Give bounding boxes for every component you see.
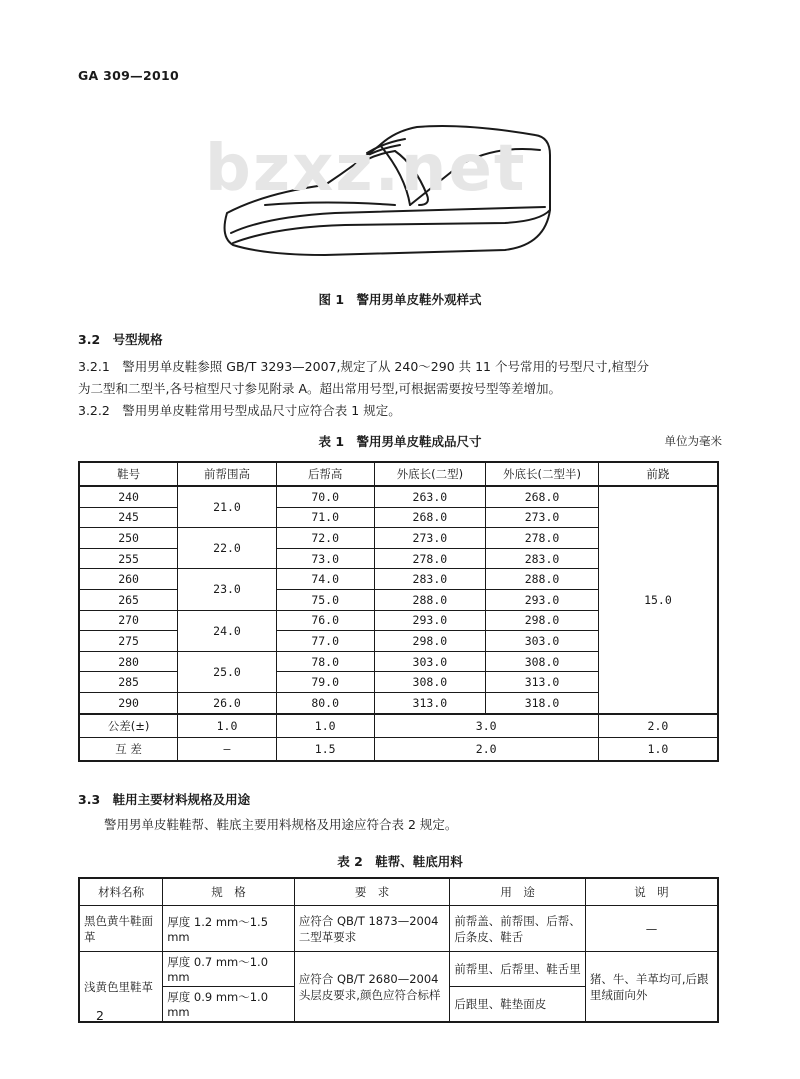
- cell-sole-length-2: 308.0: [374, 672, 486, 693]
- table1-header: 前跷: [598, 462, 718, 486]
- page-number: 2: [96, 1008, 104, 1023]
- material-name: 黑色黄牛鞋面革: [79, 906, 163, 952]
- mutual-difference-row: [79, 737, 718, 761]
- material-note: —: [585, 906, 718, 952]
- figure-caption: 图 1 警用男单皮鞋外观样式: [318, 292, 482, 307]
- tolerance-heel-height: 1.0: [276, 714, 374, 738]
- cell-size: 270: [79, 610, 178, 631]
- cell-size: 285: [79, 672, 178, 693]
- cell-vamp-height: 25.0: [178, 651, 277, 692]
- cell-toe-spring: 15.0: [598, 486, 718, 714]
- tolerance-row: [79, 714, 718, 738]
- material-use: 前帮盖、前帮围、后帮、后条皮、鞋舌: [450, 906, 586, 952]
- cell-heel-height: 76.0: [276, 610, 374, 631]
- material-requirement: 应符合 QB/T 1873—2004 二型革要求: [294, 906, 450, 952]
- cell-sole-length-2-5: 313.0: [486, 672, 599, 693]
- cell-size: 265: [79, 589, 178, 610]
- mutual-difference-label: 互 差: [79, 737, 178, 761]
- cell-sole-length-2-5: 308.0: [486, 651, 599, 672]
- cell-size: 275: [79, 631, 178, 652]
- clause-3-2-1-line1: 3.2.1 警用男单皮鞋参照 GB/T 3293—2007,规定了从 240～290 共 11 个号常用的号型尺寸,楦型分: [78, 359, 649, 374]
- cell-heel-height: 72.0: [276, 528, 374, 549]
- cell-sole-length-2: 288.0: [374, 589, 486, 610]
- tolerance-label: 公差(±): [79, 714, 178, 738]
- cell-sole-length-2-5: 278.0: [486, 528, 599, 549]
- material-note: 猪、牛、羊革均可,后跟里绒面向外: [585, 952, 718, 1023]
- table2-title: 表 2 鞋帮、鞋底用料: [337, 854, 463, 869]
- cell-sole-length-2: 298.0: [374, 631, 486, 652]
- table1-header-row: [79, 462, 718, 486]
- table-row: [79, 486, 718, 507]
- cell-size: 250: [79, 528, 178, 549]
- cell-vamp-height: 24.0: [178, 610, 277, 651]
- mutual-toe-spring: 1.0: [598, 737, 718, 761]
- cell-sole-length-2-5: 283.0: [486, 548, 599, 569]
- tolerance-sole-length: 3.0: [374, 714, 598, 738]
- section-3-3-paragraph: 警用男单皮鞋鞋帮、鞋底主要用料规格及用途应符合表 2 规定。: [104, 817, 458, 832]
- mutual-vamp-height: —: [178, 737, 277, 761]
- table1-title: 表 1 警用男单皮鞋成品尺寸: [318, 434, 482, 449]
- table1-unit: 单位为毫米: [664, 434, 722, 448]
- cell-sole-length-2: 278.0: [374, 548, 486, 569]
- cell-heel-height: 77.0: [276, 631, 374, 652]
- table1-header: 鞋号: [79, 462, 178, 486]
- cell-sole-length-2-5: 268.0: [486, 486, 599, 507]
- cell-vamp-height: 22.0: [178, 528, 277, 569]
- clause-3-2-1-line2: 为二型和二型半,各号楦型尺寸参见附录 A。超出常用号型,可根据需要按号型等差增加。: [78, 381, 561, 396]
- cell-sole-length-2-5: 288.0: [486, 569, 599, 590]
- cell-size: 280: [79, 651, 178, 672]
- cell-vamp-height: 26.0: [178, 692, 277, 713]
- cell-vamp-height: 21.0: [178, 486, 277, 528]
- clause-3-2-2: 3.2.2 警用男单皮鞋常用号型成品尺寸应符合表 1 规定。: [78, 403, 401, 418]
- cell-sole-length-2: 313.0: [374, 692, 486, 713]
- watermark: bzxz.net: [205, 132, 527, 206]
- table2-header: 规 格: [163, 878, 295, 906]
- cell-heel-height: 73.0: [276, 548, 374, 569]
- cell-sole-length-2: 273.0: [374, 528, 486, 549]
- cell-sole-length-2-5: 318.0: [486, 692, 599, 713]
- table-row: [79, 906, 718, 952]
- standard-code: GA 309—2010: [78, 68, 179, 83]
- cell-heel-height: 70.0: [276, 486, 374, 507]
- cell-size: 290: [79, 692, 178, 713]
- table2-header: 要 求: [294, 878, 450, 906]
- table1-header: 外底长(二型): [374, 462, 486, 486]
- table2: [78, 877, 719, 1023]
- material-requirement: 应符合 QB/T 2680—2004 头层皮要求,颜色应符合标样: [294, 952, 450, 1023]
- material-use: 前帮里、后帮里、鞋舌里: [450, 952, 586, 987]
- cell-sole-length-2: 303.0: [374, 651, 486, 672]
- cell-sole-length-2: 263.0: [374, 486, 486, 507]
- cell-sole-length-2: 268.0: [374, 507, 486, 528]
- material-spec: 厚度 0.9 mm～1.0 mm: [163, 987, 295, 1023]
- cell-heel-height: 71.0: [276, 507, 374, 528]
- table1: [78, 461, 719, 762]
- cell-sole-length-2: 293.0: [374, 610, 486, 631]
- tolerance-toe-spring: 2.0: [598, 714, 718, 738]
- section-3-2-heading: 3.2 号型规格: [78, 332, 163, 347]
- cell-size: 255: [79, 548, 178, 569]
- table-row: [79, 952, 718, 987]
- cell-size: 240: [79, 486, 178, 507]
- cell-heel-height: 75.0: [276, 589, 374, 610]
- cell-heel-height: 79.0: [276, 672, 374, 693]
- table2-header: 材料名称: [79, 878, 163, 906]
- cell-sole-length-2: 283.0: [374, 569, 486, 590]
- cell-vamp-height: 23.0: [178, 569, 277, 610]
- cell-heel-height: 80.0: [276, 692, 374, 713]
- cell-sole-length-2-5: 298.0: [486, 610, 599, 631]
- tolerance-vamp-height: 1.0: [178, 714, 277, 738]
- table1-header: 前帮围高: [178, 462, 277, 486]
- cell-size: 245: [79, 507, 178, 528]
- cell-sole-length-2-5: 273.0: [486, 507, 599, 528]
- cell-sole-length-2-5: 303.0: [486, 631, 599, 652]
- table1-header: 后帮高: [276, 462, 374, 486]
- material-spec: 厚度 1.2 mm～1.5 mm: [163, 906, 295, 952]
- table1-header: 外底长(二型半): [486, 462, 599, 486]
- mutual-heel-height: 1.5: [276, 737, 374, 761]
- table2-header: 用 途: [450, 878, 586, 906]
- table2-header-row: [79, 878, 718, 906]
- table2-header: 说 明: [585, 878, 718, 906]
- material-spec: 厚度 0.7 mm～1.0 mm: [163, 952, 295, 987]
- material-name: 浅黄色里鞋革: [79, 952, 163, 1023]
- cell-heel-height: 74.0: [276, 569, 374, 590]
- cell-size: 260: [79, 569, 178, 590]
- cell-sole-length-2-5: 293.0: [486, 589, 599, 610]
- material-use: 后跟里、鞋垫面皮: [450, 987, 586, 1023]
- section-3-3-heading: 3.3 鞋用主要材料规格及用途: [78, 792, 251, 807]
- cell-heel-height: 78.0: [276, 651, 374, 672]
- mutual-sole-length: 2.0: [374, 737, 598, 761]
